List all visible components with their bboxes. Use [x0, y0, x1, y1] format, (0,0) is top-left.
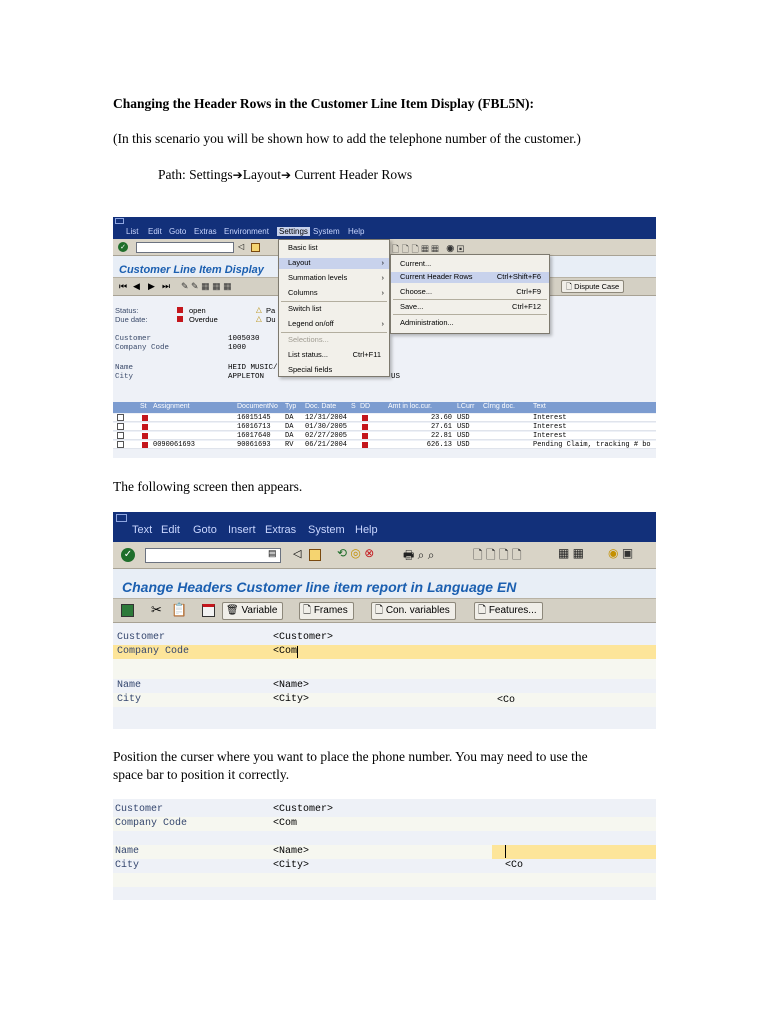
menu-environment[interactable]: Environment: [224, 227, 269, 236]
table-row[interactable]: [113, 441, 656, 449]
previous-page-icon[interactable]: ◀: [133, 281, 140, 291]
cell-amount: 22.81: [430, 432, 452, 440]
menu-help[interactable]: Help: [355, 524, 378, 536]
path-prefix: Path: Settings: [158, 167, 233, 182]
name-variable[interactable]: <Name>: [273, 680, 310, 691]
column-header[interactable]: LCurr: [457, 403, 475, 410]
name-value: HEID MUSIC/: [228, 364, 278, 372]
scenario-text: (In this scenario you will be shown how to add the telephone number of the customer.): [113, 131, 581, 146]
country-variable[interactable]: <Co: [505, 860, 524, 871]
menu-divider: [281, 301, 387, 302]
cell-typ: DA: [285, 414, 294, 422]
company-code-label: Company Code: [117, 646, 190, 657]
navigation-icons[interactable]: ⟲ ◎ ⊗: [337, 546, 375, 560]
last-page-icon[interactable]: ⏭: [162, 281, 171, 291]
cut-icon[interactable]: ✂: [151, 602, 162, 617]
name-variable[interactable]: <Name>: [273, 846, 310, 857]
page-title: Customer Line Item Display: [119, 264, 264, 276]
sap-window-icon: [115, 218, 124, 224]
overdue-label: Overdue: [189, 315, 218, 324]
settings-icon[interactable]: [121, 604, 134, 617]
menu-item-switch-list[interactable]: Switch list: [288, 304, 322, 313]
settings-dropdown: [278, 239, 390, 377]
first-page-icon[interactable]: ⏮: [119, 281, 128, 291]
cell-text: Interest: [533, 423, 567, 431]
menu-divider: [393, 314, 547, 315]
company-code-variable[interactable]: <Com: [273, 646, 298, 657]
status-label: Status:: [115, 306, 139, 315]
cell-text: Interest: [533, 432, 567, 440]
due-date-label: Due date:: [115, 315, 148, 324]
text-cursor: [505, 845, 506, 858]
con-variables-label: Con. variables: [385, 605, 450, 616]
command-field[interactable]: [145, 548, 281, 563]
column-header[interactable]: Clrng doc.: [483, 403, 515, 410]
dispute-case-button[interactable]: 🗋 Dispute Case: [561, 280, 624, 293]
country-variable[interactable]: <Co: [497, 695, 516, 706]
warning-icon: △: [256, 305, 262, 314]
paste-icon[interactable]: 📋: [171, 602, 188, 617]
status-icon: [142, 442, 148, 448]
menu-insert[interactable]: Insert: [228, 524, 256, 536]
help-icons[interactable]: ◉ ▣: [608, 546, 634, 560]
standard-toolbar: [113, 542, 656, 569]
menu-item-basic-list[interactable]: Basic list: [288, 243, 318, 252]
editor-row: [113, 803, 656, 817]
menu-divider: [281, 332, 387, 333]
cell-typ: DA: [285, 423, 294, 431]
company-code-variable[interactable]: <Com: [273, 818, 298, 829]
frames-label: Frames: [313, 605, 348, 616]
back-icon[interactable]: ◁: [238, 242, 245, 251]
status-icon: [142, 424, 148, 430]
row-checkbox[interactable]: [117, 441, 124, 448]
city-label: City: [115, 860, 140, 871]
menu-text[interactable]: Text: [132, 524, 153, 536]
menu-edit[interactable]: Edit: [161, 524, 180, 536]
name-label: Name: [115, 846, 140, 857]
save-icon[interactable]: [251, 243, 260, 252]
menu-bar: [113, 512, 656, 542]
page-icons[interactable]: 🗋 🗋 🗋 🗋: [473, 548, 522, 562]
menu-divider: [393, 299, 547, 300]
position-text-line2: space bar to position it correctly.: [113, 767, 290, 782]
cell-date: 12/31/2004: [305, 414, 348, 422]
menu-item-choose[interactable]: Choose... Ctrl+F9: [400, 287, 541, 296]
highlighted-cursor-area[interactable]: [492, 845, 656, 859]
name-label: Name: [117, 680, 142, 691]
command-field[interactable]: [136, 242, 234, 253]
status-icon: [142, 433, 148, 439]
cell-amount: 626.13: [426, 441, 452, 449]
document-heading: Changing the Header Rows in the Customer Line Item Display (FBL5N):: [113, 96, 535, 111]
table-row[interactable]: [113, 432, 656, 440]
menu-item-current-header-rows[interactable]: Current Header Rows Ctrl+Shift+F6: [391, 272, 549, 283]
next-page-icon[interactable]: ▶: [148, 281, 155, 291]
customer-variable[interactable]: <Customer>: [273, 632, 334, 643]
position-text-line1: Position the curser where you want to place the phone number. You may need to use the: [113, 749, 588, 764]
column-header[interactable]: Doc. Date: [305, 403, 337, 410]
menu-goto[interactable]: Goto: [193, 524, 217, 536]
editor-row: [113, 887, 656, 900]
dunning-icon: [362, 433, 368, 439]
save-icon[interactable]: [309, 549, 321, 561]
column-header[interactable]: St: [140, 403, 147, 410]
cell-typ: RV: [285, 441, 294, 449]
customer-label: Customer: [115, 335, 152, 343]
country-value: US: [391, 373, 401, 381]
open-label: open: [189, 306, 206, 315]
menu-item-current[interactable]: Current...: [400, 259, 432, 268]
display-icons[interactable]: ✎ ✎ ▦ ▦ ▦: [181, 281, 232, 291]
screenshot-cursor-positioned: [113, 799, 656, 900]
menu-item-layout[interactable]: Layout ›: [279, 258, 389, 269]
cell-typ: DA: [285, 432, 294, 440]
dispute-case-label: Dispute Case: [574, 282, 620, 291]
sap-window-icon: [116, 514, 127, 522]
customer-variable[interactable]: <Customer>: [273, 804, 334, 815]
application-toolbar: [113, 598, 656, 623]
menu-help[interactable]: Help: [348, 227, 365, 236]
column-header[interactable]: Text: [533, 403, 546, 410]
cell-curr: USD: [457, 414, 470, 422]
back-icon[interactable]: ◁: [293, 548, 302, 560]
path-end: Current Header Rows: [291, 167, 413, 182]
city-label: City: [117, 694, 142, 705]
menu-goto[interactable]: Goto: [169, 227, 187, 236]
menu-extras[interactable]: Extras: [265, 524, 297, 536]
insert-icon[interactable]: [202, 604, 215, 617]
cell-doc: 90061693: [237, 441, 271, 449]
editor-row[interactable]: [113, 645, 656, 659]
dunning-icon: [362, 415, 368, 421]
submenu-arrow-icon: ›: [381, 273, 384, 282]
path-text: [158, 166, 412, 184]
column-header[interactable]: DD: [360, 403, 371, 410]
column-header[interactable]: DocumentNo: [237, 403, 278, 410]
arrow-right-icon: ➔: [280, 168, 292, 182]
page-title: Change Headers Customer line item report in Language EN: [122, 579, 517, 595]
row-checkbox[interactable]: [117, 432, 124, 439]
submenu-arrow-icon: ›: [381, 258, 384, 267]
menu-item-columns[interactable]: Columns ›: [288, 288, 384, 297]
features-button[interactable]: 🗋 Features...: [474, 602, 543, 620]
menu-settings[interactable]: Settings: [279, 227, 308, 236]
print-find-icons[interactable]: 🖶 ⌕ ⌕: [403, 548, 435, 562]
cell-text: Pending Claim, tracking # bo: [533, 441, 651, 449]
open-status-icon: [177, 307, 183, 313]
screenshot-customer-line-item-display: [113, 217, 656, 458]
customer-label: Customer: [117, 632, 166, 643]
menu-item-legend[interactable]: Legend on/off ›: [288, 319, 384, 328]
city-variable[interactable]: <City>: [273, 860, 310, 871]
cell-curr: USD: [457, 432, 470, 440]
column-header[interactable]: S: [351, 403, 356, 410]
status-pa: Pa: [266, 306, 276, 315]
cell-amount: 23.60: [430, 414, 452, 422]
toolbar-icons[interactable]: 🗋 🗋 🗋 ▦ ▦ ◉ ▣: [392, 244, 465, 254]
editor-row: [113, 631, 656, 645]
editor-row: [113, 859, 656, 873]
menu-item-summation-levels[interactable]: Summation levels ›: [288, 273, 384, 282]
menu-item-special-fields[interactable]: Special fields: [288, 365, 333, 374]
customer-label: Customer: [115, 804, 164, 815]
cell-doc: 16016713: [237, 423, 271, 431]
cell-date: 06/21/2004: [305, 441, 348, 449]
editor-row: [113, 873, 656, 887]
submenu-arrow-icon: ›: [381, 319, 384, 328]
features-label: Features...: [488, 605, 537, 616]
warning-icon: △: [256, 314, 262, 323]
editor-row: [113, 693, 656, 707]
menu-bar: [113, 217, 656, 239]
city-value: APPLETON: [228, 373, 265, 381]
cell-doc: 16015145: [237, 414, 271, 422]
city-variable[interactable]: <City>: [273, 694, 310, 705]
status-icon: [142, 415, 148, 421]
editor-row: [113, 707, 656, 729]
editor-row: [113, 817, 656, 831]
editor-row: [113, 831, 656, 845]
company-code-label: Company Code: [115, 818, 188, 829]
cell-amount: 27.61: [430, 423, 452, 431]
menu-item-selections: Selections...: [288, 335, 329, 344]
menu-item-list-status[interactable]: List status... Ctrl+F11: [288, 350, 381, 359]
cell-date: 01/30/2005: [305, 423, 348, 431]
submenu-arrow-icon: ›: [381, 288, 384, 297]
check-icon[interactable]: ✓: [118, 242, 128, 252]
frames-button[interactable]: 🗋 Frames: [299, 602, 354, 620]
city-label: City: [115, 373, 134, 381]
menu-edit[interactable]: Edit: [148, 227, 162, 236]
cell-date: 02/27/2005: [305, 432, 348, 440]
dunning-icon: [362, 424, 368, 430]
variable-label: Variable: [241, 605, 278, 616]
cell-doc: 16017640: [237, 432, 271, 440]
name-label: Name: [115, 364, 134, 372]
arrow-right-icon: ➔: [232, 168, 243, 182]
path-layout: Layout: [242, 167, 281, 182]
screenshot-change-headers: [113, 512, 656, 729]
menu-item-save[interactable]: Save... Ctrl+F12: [400, 302, 541, 311]
menu-list[interactable]: List: [126, 227, 139, 236]
overdue-icon: [177, 316, 183, 322]
table-row[interactable]: [113, 423, 656, 431]
table-row[interactable]: [113, 414, 656, 422]
column-header[interactable]: Amt in loc.cur.: [388, 403, 432, 410]
editor-row: [113, 659, 656, 679]
cell-text: Interest: [533, 414, 567, 422]
window-icons[interactable]: ▦ ▦: [558, 546, 585, 560]
column-header[interactable]: Typ: [285, 403, 297, 410]
menu-extras[interactable]: Extras: [194, 227, 217, 236]
cell-curr: USD: [457, 423, 470, 431]
dunning-icon: [362, 442, 368, 448]
column-header[interactable]: Assignment: [153, 403, 190, 410]
grid-header: [113, 402, 656, 413]
variable-button[interactable]: 🗑 Variable: [222, 602, 283, 620]
dropdown-icon[interactable]: ▤: [268, 548, 277, 558]
text-cursor: [297, 646, 298, 658]
company-code-label: Company Code: [115, 344, 170, 352]
check-icon[interactable]: ✓: [121, 548, 135, 562]
row-checkbox[interactable]: [117, 423, 124, 430]
row-checkbox[interactable]: [117, 414, 124, 421]
con-variables-button[interactable]: 🗋 Con. variables: [371, 602, 456, 620]
customer-value: 1005030: [228, 335, 260, 343]
cell-assignment: 0090061693: [153, 441, 196, 449]
editor-row: [113, 679, 656, 693]
following-text: The following screen then appears.: [113, 479, 303, 494]
cell-curr: USD: [457, 441, 470, 449]
company-code-value: 1000: [228, 344, 247, 352]
menu-system[interactable]: System: [313, 227, 340, 236]
layout-submenu: [390, 254, 550, 334]
menu-item-administration[interactable]: Administration...: [400, 318, 454, 327]
menu-system[interactable]: System: [308, 524, 345, 536]
status-du: Du: [266, 315, 276, 324]
header-editor: [113, 623, 656, 729]
